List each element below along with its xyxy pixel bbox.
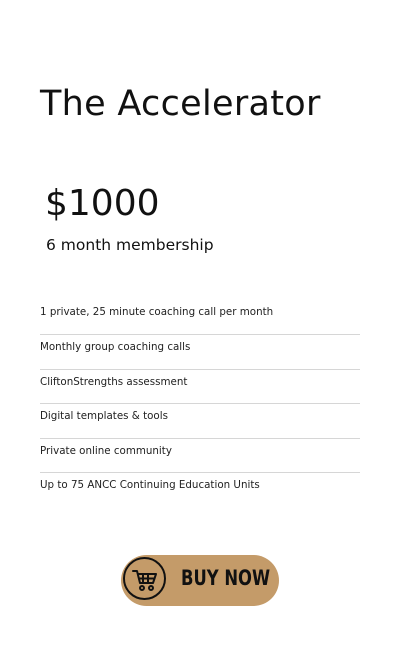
plan-price: $1000 (45, 183, 160, 224)
plan-term: 6 month membership (46, 236, 214, 254)
buy-now-label: BUY NOW (181, 566, 271, 590)
plan-title: The Accelerator (40, 84, 321, 124)
shopping-cart-icon (123, 557, 166, 600)
feature-item: Up to 75 ANCC Continuing Education Units (40, 479, 260, 491)
feature-item: CliftonStrengths assessment (40, 370, 360, 405)
feature-item: Digital templates & tools (40, 404, 360, 439)
feature-item: Monthly group coaching calls (40, 335, 360, 370)
buy-now-button[interactable] (121, 555, 279, 606)
feature-item: Private online community (40, 439, 360, 474)
feature-list (40, 300, 360, 508)
feature-item: 1 private, 25 minute coaching call per month (40, 300, 360, 335)
